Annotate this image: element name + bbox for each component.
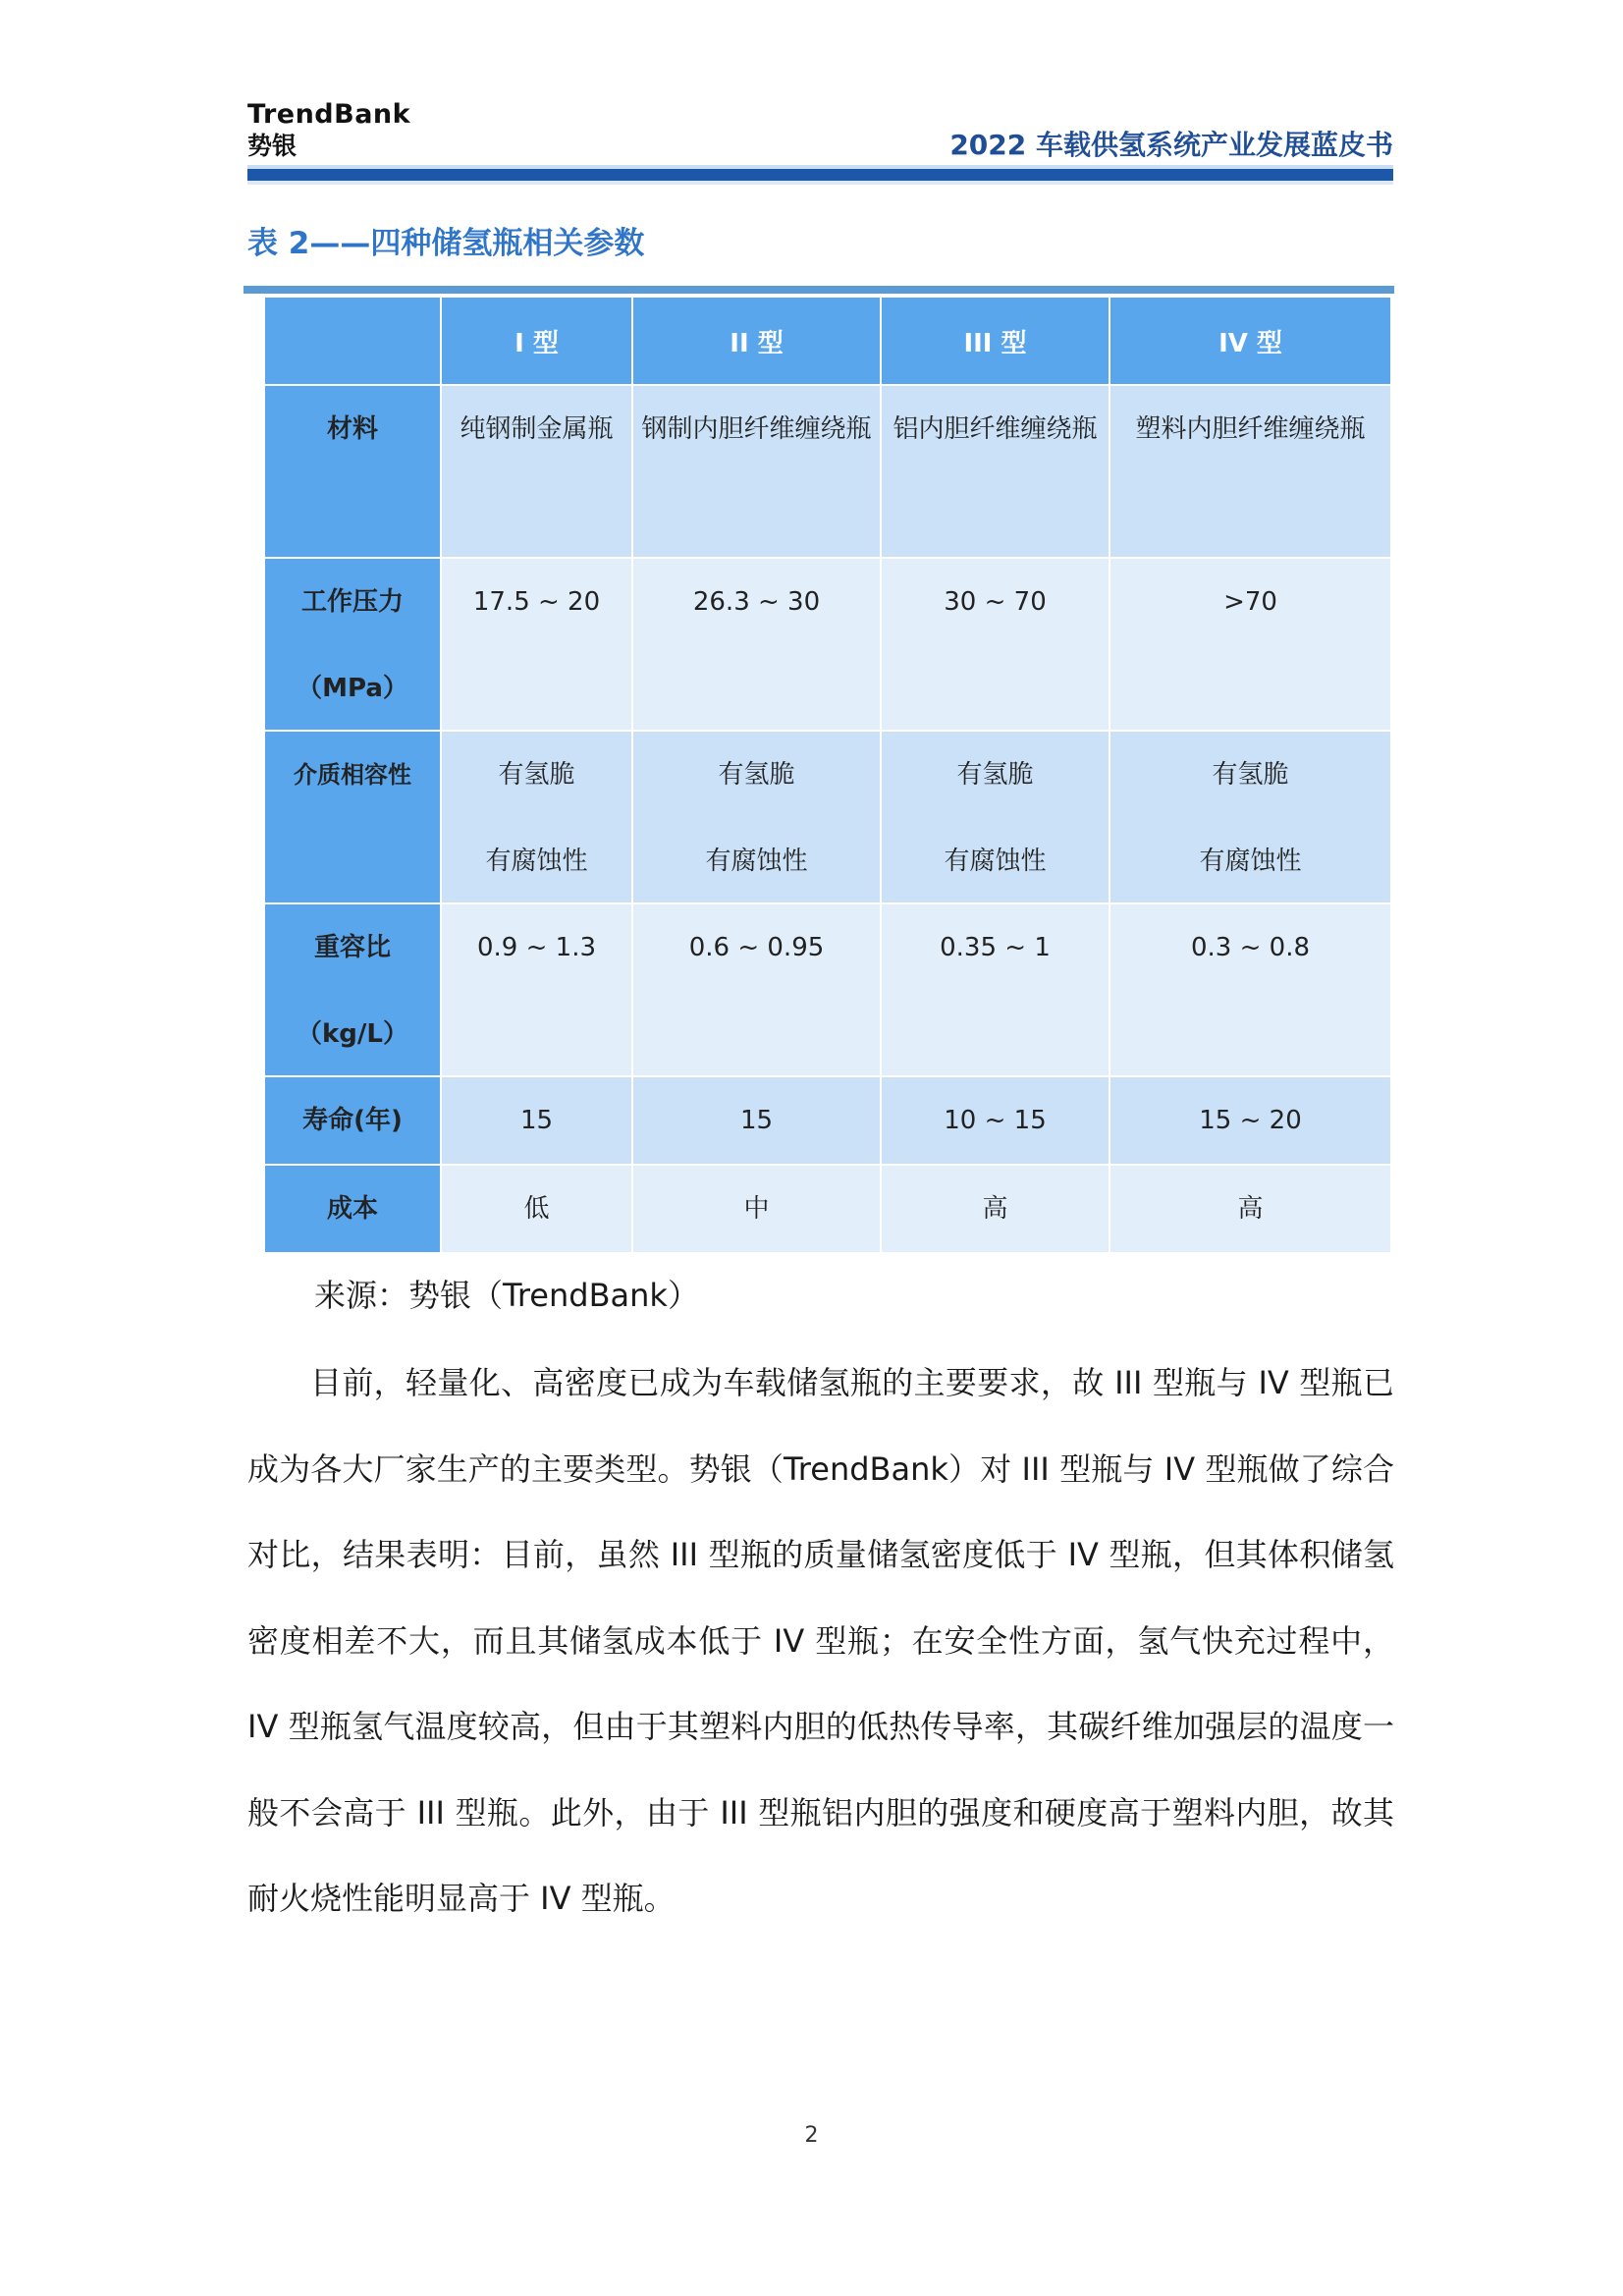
table-source-note: 来源：势银（TrendBank） (314, 1277, 699, 1314)
row-header-material: 材料 (264, 385, 441, 558)
cell-line: 有氢脆 (718, 760, 795, 790)
column-header-type4: IV 型 (1109, 297, 1391, 385)
table-cell: 铝内胆纤维缠绕瓶 (881, 385, 1109, 558)
row-header-cost: 成本 (264, 1165, 441, 1253)
row-header-weight-ratio (264, 903, 441, 1076)
table-cell: 0.9 ~ 1.3 (441, 903, 632, 1076)
table-row-lifespan (264, 1076, 1391, 1165)
row-header-line: 工作压力 (300, 587, 404, 617)
cell-line: 有氢脆 (1212, 760, 1289, 790)
header-rule (247, 165, 1393, 185)
cell-line: 有腐蚀性 (705, 847, 808, 876)
row-header-unit: （kg/L） (297, 1019, 408, 1049)
table-cell (441, 731, 632, 903)
table-header-row (264, 297, 1391, 385)
table-row-pressure (264, 558, 1391, 731)
company-logo (247, 100, 410, 161)
table-cell (1109, 731, 1391, 903)
table-row-material (264, 385, 1391, 558)
logo-chinese: 势银 (247, 132, 298, 160)
table-cell: 0.3 ~ 0.8 (1109, 903, 1391, 1076)
table-caption: 表 2——四种储氢瓶相关参数 (247, 226, 645, 261)
cell-line: 有腐蚀性 (944, 847, 1047, 876)
table-cell: >70 (1109, 558, 1391, 731)
row-header-lifespan: 寿命(年) (264, 1076, 441, 1165)
table-cell (881, 731, 1109, 903)
document-title: 2022 车载供氢系统产业发展蓝皮书 (949, 129, 1393, 161)
table-cell: 30 ~ 70 (881, 558, 1109, 731)
caption-rule (243, 286, 1394, 294)
table-cell: 高 (1109, 1165, 1391, 1253)
table-cell: 低 (441, 1165, 632, 1253)
row-header-unit: （MPa） (297, 674, 408, 703)
column-header-type2: II 型 (632, 297, 881, 385)
table-cell: 高 (881, 1165, 1109, 1253)
corner-cell (264, 297, 441, 385)
table-row-weight-ratio (264, 903, 1391, 1076)
cell-line: 有氢脆 (956, 760, 1034, 790)
table-cell: 17.5 ~ 20 (441, 558, 632, 731)
row-header-pressure (264, 558, 441, 731)
page-number: 2 (804, 2123, 819, 2148)
table-cell: 0.35 ~ 1 (881, 903, 1109, 1076)
table-cell: 钢制内胆纤维缠绕瓶 (632, 385, 881, 558)
row-header-line: 重容比 (313, 933, 391, 962)
table-cell: 15 (632, 1076, 881, 1165)
column-header-type3: III 型 (881, 297, 1109, 385)
cell-line: 有氢脆 (498, 760, 575, 790)
cell-line: 有腐蚀性 (485, 847, 588, 876)
cell-line: 有腐蚀性 (1199, 847, 1302, 876)
hydrogen-tank-parameters-table (263, 296, 1392, 1254)
body-paragraph: 目前，轻量化、高密度已成为车载储氢瓶的主要要求，故 III 型瓶与 IV 型瓶已成为各大厂家生产的主要类型。势银（TrendBank）对 III 型瓶与 IV 型瓶做了综合对比，结果表明：目前，虽然 III 型瓶的质量储氢密度低于 IV 型瓶，但其体积储氢密度相差不大，而且其储氢成本低于 IV 型瓶；在安全性方面，氢气快充过程中，IV 型瓶氢气温度较高，但由于其塑料内胆的低热传导率，其碳纤维加强层的温度一般不会高于 III 型瓶。此外，由于 III 型瓶铝内胆的强度和硬度高于塑料内胆，故其耐火烧性能明显高于 IV 型瓶。 (247, 1364, 1394, 1917)
table-cell (632, 731, 881, 903)
table-cell: 26.3 ~ 30 (632, 558, 881, 731)
column-header-type1: I 型 (441, 297, 632, 385)
table-cell: 15 ~ 20 (1109, 1076, 1391, 1165)
table-cell: 10 ~ 15 (881, 1076, 1109, 1165)
table-row-compatibility (264, 731, 1391, 903)
row-header-compatibility: 介质相容性 (264, 731, 441, 903)
logo-english: TrendBank (247, 99, 411, 130)
table-cell: 中 (632, 1165, 881, 1253)
table-cell: 15 (441, 1076, 632, 1165)
table-cell: 纯钢制金属瓶 (441, 385, 632, 558)
table-cell: 0.6 ~ 0.95 (632, 903, 881, 1076)
table-row-cost (264, 1165, 1391, 1253)
table-cell: 塑料内胆纤维缠绕瓶 (1109, 385, 1391, 558)
